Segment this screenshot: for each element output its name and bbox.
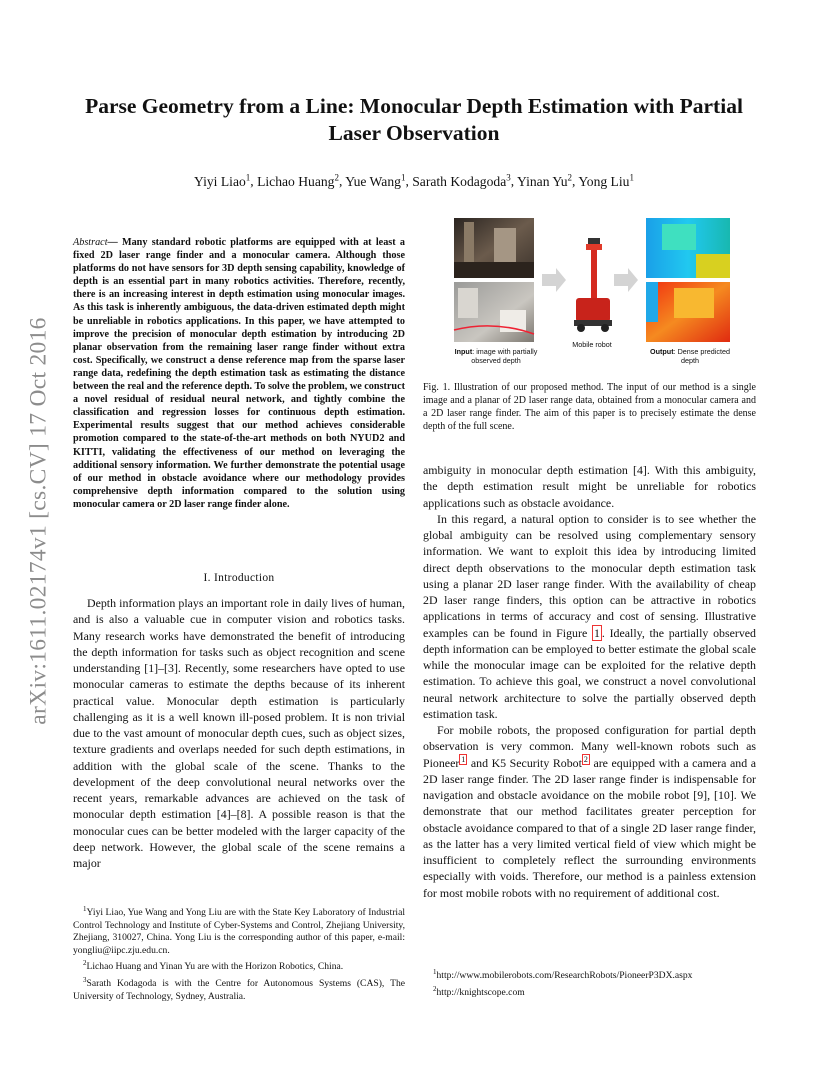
author: Yiyi Liao$^1$ (194, 172, 251, 189)
footnote: $^2$http://knightscope.com (433, 984, 525, 998)
footnote-link[interactable]: 2 (583, 754, 588, 764)
paragraph: For mobile robots, the proposed configuration for partial depth observation is very common. Many well-known robots such as Pioneer $^1$ and K5 Security Robot $^2$ are equipped with a camera and a 2D laser range finder. The 2D laser range finder is indispensable for navigation and obstacle avoidance on the mobile robot [9], [10]. We demonstrate that our method facilitates greater perception for obstacle avoidance compared to that of a single 2D laser range finder, as the latter has a very limited vertical field of view which might be insufficient to completely reflect the surrounding environments especially with voids. Therefore, our method is a painless extension for most mobile robots with no requirement of additional cost. (423, 723, 756, 900)
paper-title: Parse Geometry from a Line: Monocular Depth Estimation with Partial Laser Observation (85, 94, 743, 145)
abstract-label: Abstract (73, 237, 108, 248)
left-footnotes (73, 903, 405, 1003)
author-list: Yiyi Liao$^1$, Lichao Huang$^2$, Yue Wang$^1$, Sarath Kodagoda$^3$, Yinan Yu$^2$, Yong Liu$^1$ (194, 172, 634, 189)
arxiv-stamp: arXiv:1611.02174v1 [cs.CV] 17 Oct 2016 (25, 317, 52, 725)
left-column-body (73, 595, 405, 871)
footnote-link[interactable]: 1 (461, 754, 466, 764)
paragraph: Depth information plays an important role in daily lives of human, and is also a valuable cue in computer vision and robotics tasks. Many research works have demonstrated the benefit of introducing the depth information for tasks such as object recognition and scene understanding [1]–[3]. Recently, some researchers have opted to use monocular cameras to estimate the depths because of its inherent practical value. Monocular depth estimation is particularly challenging as it is a well known ill-posed problem. It is non trivial due to the vast amount of monocular depth cues, such as object sizes, texture gradients and overlaps needed for such depth estimations, in addition with the global scale of the scene. Thanks to the development of the deep convolutional neural networks over the recent years, remarkable advances are achieved on the task of monocular depth estimation [4]–[8]. A possible reason is that the monocular cues can be better modeled with the larger capacity of the deep network. However, the global scale of the scene remains a major (73, 596, 405, 870)
footnote: $^2$Lichao Huang and Yinan Yu are with the Horizon Robotics, China. (83, 959, 344, 973)
footnote: $^3$Sarath Kodagoda is with the Centre for Autonomous Systems (CAS), The University of Technology, Sydney, Australia. (73, 975, 405, 1002)
author: Yue Wang$^1$ (345, 172, 406, 189)
author: Sarath Kodagoda$^3$ (412, 172, 511, 189)
paragraph: ambiguity in monocular depth estimation [4]. With this ambiguity, the depth estimation result might be unreliable for robotics applications such as obstacle avoidance. (423, 463, 756, 510)
robot-label: Mobile robot (572, 340, 612, 349)
author: Yong Liu$^1$ (578, 172, 634, 189)
output-label: Output: Dense predicted depth (650, 347, 730, 365)
figure-1 (448, 214, 748, 370)
author: Yinan Yu$^2$ (517, 172, 573, 189)
footnote: $^1$Yiyi Liao, Yue Wang and Yong Liu are with the State Key Laboratory of Industrial Control Technology and Institute of Cyber-Systems and Control, Zhejiang University, Zhejiang, 310027, China. Yong Liu is the corresponding author of this paper, e-mail: yongliu@iipc.zju.edu.cn. (73, 905, 405, 956)
section-heading: I. Introduction (203, 572, 275, 584)
figure-reference-link[interactable]: 1 (593, 625, 600, 640)
footnote: $^1$http://www.mobilerobots.com/ResearchRobots/PioneerP3DX.aspx (433, 968, 693, 982)
paragraph: In this regard, a natural option to consider is to see whether the global ambiguity can be resolved using complementary sensory information. We want to exploit this idea by introducing limited direct depth observations to the monocular depth estimation task using a planar 2D laser range finder. With the availability of cheap 2D laser range finders, this option can be attractive in robotics applications in terms of accuracy and cost of sensing. Illustrative examples can be found in Figure 1 . Ideally, the partially observed depth information can be employed to better estimate the global scale while the monocular image can be exploited for the relative depth estimation. To achieve this goal, we construct a novel convolutional neural network architecture to solve the partially observed depth estimation task. (423, 511, 756, 721)
input-label: Input: image with partially observed depth (454, 347, 538, 365)
mobile-robot-illustration (574, 238, 612, 332)
author: Lichao Huang$^2$ (257, 172, 339, 189)
abstract (73, 236, 405, 511)
abstract-text: — Many standard robotic platforms are equipped with at least a fixed 2D laser range finder and a monocular camera. Although those platforms do not have sensors for 3D depth sensing capability, knowledge of depth is an essential part in many robotics activities. Therefore, recently, there is an increasing interest in depth estimation using monocular images. As this task is inherently ambiguous, the data-driven estimated depth might be unreliable in robotics applications. In this paper, we have attempted to improve the precision of monocular depth estimation by introducing 2D planar observation from the remaining laser range finder without extra cost. Specifically, we construct a dense reference map from the sparse laser range data, redefining the depth estimation task as estimating the distance between the real and the reference depth. To solve the problem, we construct a novel residual of residual neural network, and tightly combine the classification and regression losses for continuous depth estimation. Experimental results suggest that our method achieves considerable promotion compared to the state-of-the-art methods on both NYUD2 and KITTI, validating the effectiveness of our method on leveraging the additional sensory information. We further demonstrate the potential usage of our method in obstacle avoidance where our methodology provides comprehensive depth information compared to the solution using monocular camera or 2D laser range finder alone. (73, 237, 405, 510)
right-footnotes (423, 966, 756, 999)
figure-caption: Fig. 1. Illustration of our proposed method. The input of our method is a single image and a planar of 2D laser range data, obtained from a monocular camera and a 2D laser range finder. The aim of this paper is to precisely estimate the dense depth of the full scene. (423, 382, 756, 433)
right-column-body (423, 462, 756, 901)
